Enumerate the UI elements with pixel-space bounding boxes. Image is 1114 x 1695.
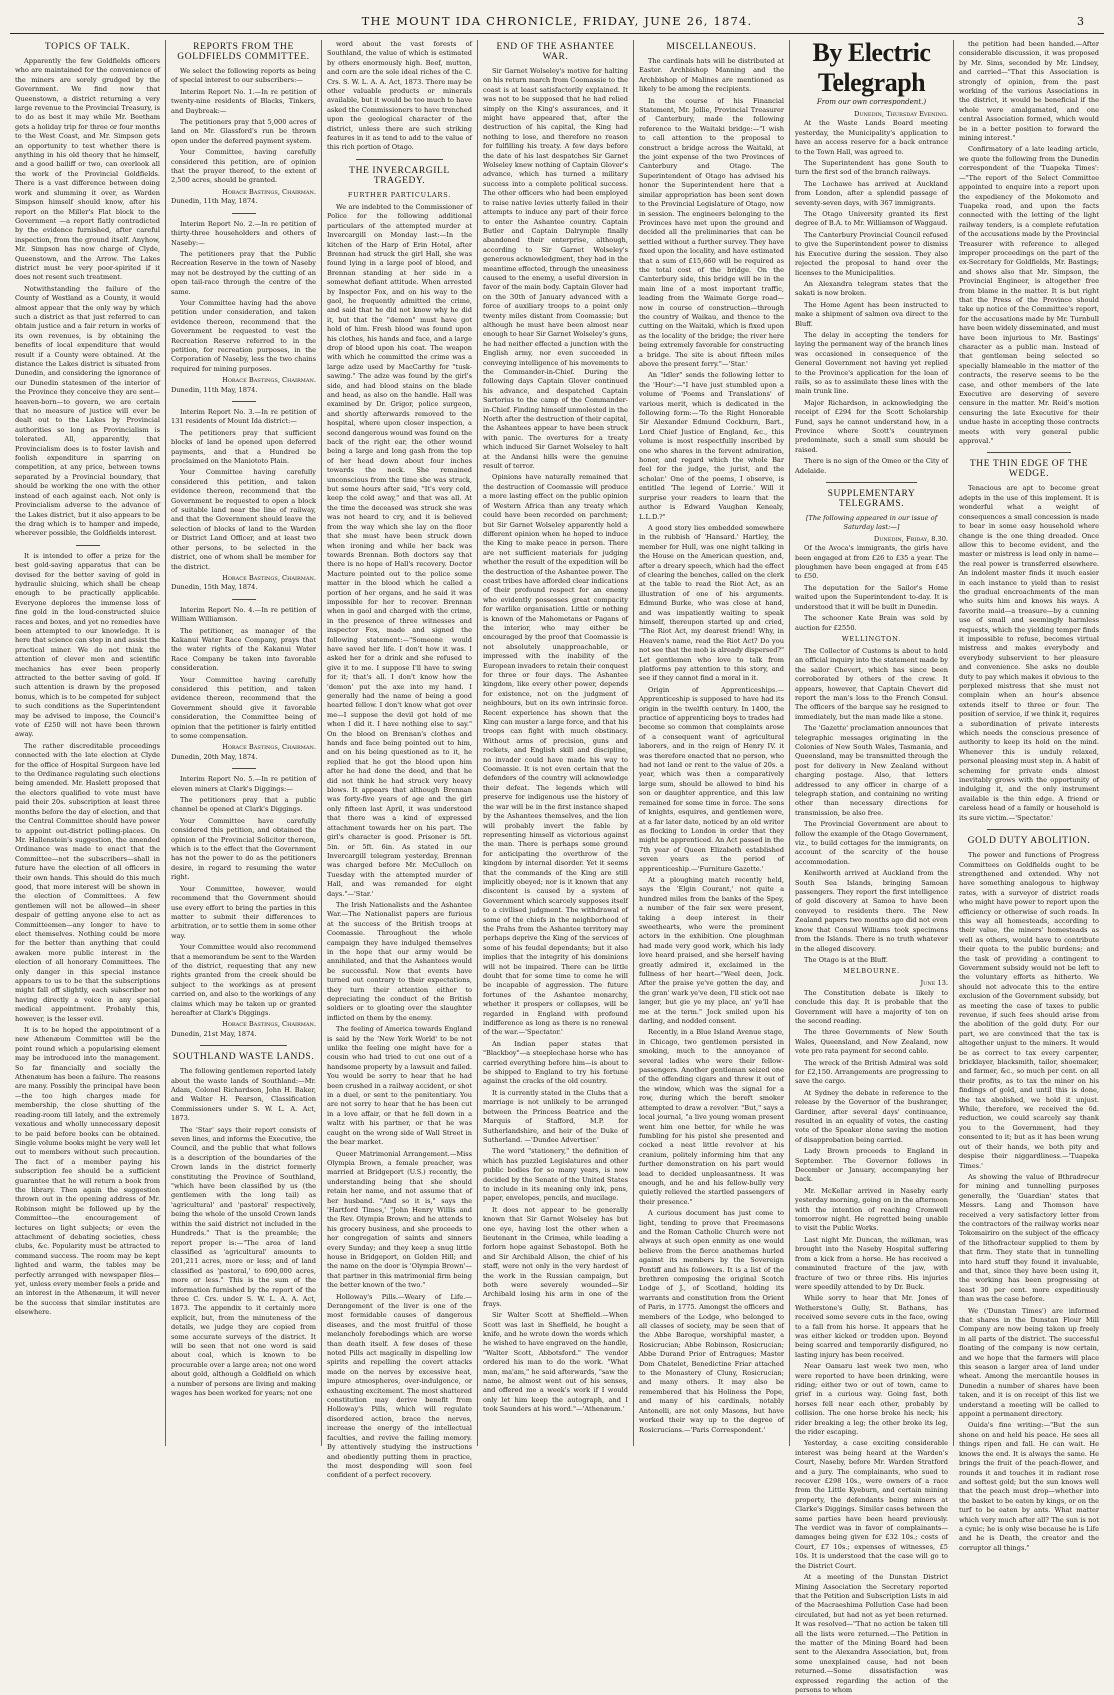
article-heading: THE INVERCARGILL TRAGEDY. (349, 165, 450, 186)
paragraph: It is to be hoped the appointment of a new Athenæum Committee will be the point round which a popularising element may be introduced into the management. So far financially and socially the Athenæum has been a failure. The reasons are many. Possibly the principal have been—the too high charges made for membership, the close shutting of the reading-room till lately, and the extremely vexatious and wholly unnecessary deposit to be paid before books can be obtained. Single volume books might be very well let out to members without such precaution. The fact of a member paying his subscription fee should be a sufficient guarantee that he will return a book from the library. Then again the suggestion thrown out in the opening address of Mr. Robinson might be followed up by the Committee—the encouragement of lectures on light subjects; or even the attachment of debating societies, chess clubs, &c. Popularity must be attracted to command success. The room may be kept lighted and warm, the tables may be perfectly arranged with newspaper files—yet, unless every member feels a pride and an interest in the Athenæum, it will never be the success that similar institutes are elsewhere. (15, 1026, 160, 1317)
paragraph: the petition had been handed.—After considerable discussion, it was proposed by Mr. Sims, seconded by Mr. Lindsey, and carried—"That this Association is strongly of opinion, from the past working of the various Associations in the district, it would be beneficial if the whole were amalgamated, and one central Association formed, which would be in a better position to forward the mining interest." (959, 40, 1099, 143)
paragraph: The rather discreditable proceedings connected with the late election at Clyde for the office of Hospital Surgeon have led to the Ordinance regulating such elections being amended. Mr. Haslett proposed that the electors qualified to vote must have paid their 20s. subscription at least three months before the day of election, and that the Central Committee should have power to appoint out-district polling-places. On Mr. Hallenstein's suggestion, the amended Ordinance was made to enact that the Committee—not the subscribers—shall in future have the election of all officers in their own hands. This should do this much good, that more interest will be shown in the election of Committees. A few gentlemen will not be allowed—in sheer despair of getting anyone else to act as Committeemen—any longer to have to elect themselves. Nothing could be more for the better than anything that could awaken more public interest in the election of all honorary Committees. The only danger in this special instance appears to us to be that the subscriptions might fall off slightly, each subscriber not having directly a voice in any special medical appointment. Probably this, however, is the lesser evil. (15, 741, 160, 1023)
paragraph: The Lochawe has arrived at Auckland from London, after a splendid passage of seventy-seven days, with 367 immigrants. (795, 179, 948, 207)
paragraph: Your Committee have carefully considered this petition, and obtained the opinion of the Provincial Solicitor thereon, which is to the effect that the Government has not the power to do as the petitioners desire, in regard to resuming the water right. (171, 816, 316, 882)
paragraph: Sir Garnet Wolseley's motive for halting on his return march from Coomassie to the coast is at least satisfactorily explained. It was not to be supposed that he had relied simply on the King's assurances, and it might have appeared that, after the destruction of his capital, the King had nothing to lose, and therefore no reason for fulfilling his treaty. A few days before the date of his last despatches Sir Garnet Wolseley knew nothing of Captain Glover's advance, which has turned a military success into a complete political success. The other officers who had been employed to raise native levies utterly failed in their attempts to induce any part of their force to enter the Ashantee country. Captain Butler and Captain Dalrymple finally abandoned their enterprise, although, according to Sir Garnet Wolseley's generous acknowledgment, they had in the meantime effected, through the uneasiness caused to the enemy, a useful diversion in favor of the main body. Captain Glover had on the 30th of January advanced with a force of auxiliary troops to a point only twenty miles distant from Coomassie; but although he must have been almost near enough to hear Sir Garnet Wolseley's guns, he had neither effected a junction with the English army, nor even succeeded in conveying intelligence of his movements to the Commander-in-Chief. During the following days Captain Glover continued his advance, and despatched Captain Sartorius to the camp of the Commander-in-Chief. Finding himself unmolested in the North after the destruction of their capital, the Ashantees appear to have been struck with panic. The overtures for a treaty which induced Sir Garnet Wolseley to halt at the Andansi hills were the genuine result of terror. (483, 67, 629, 471)
article-heading: TOPICS OF TALK. (44, 42, 131, 52)
paragraph: Origin of Apprenticeships.—Apprenticeship is supposed to have had its origin in the twelfth century. In 1400, the practice of apprenticing boys to trades had become so common that complaints arose of a consequent want of agricultural laborers, and in the reign of Henry IV. it was therefore enacted that no person, who had not land or rent to the value of 20s. a year, which was then a comparatively large sum, should be allowed to bind his son or daughter apprentice, and this law remained for some time in force. The sons of knights, esquires, and gentlemen were, at a far later date, noticed by an old writer as flocking to London in order that they might be apprenticed. An Act passed in the 7th year of Queen Elizabeth established seven years as the period of apprenticeship.—'Furniture Gazette.' (639, 685, 784, 873)
paragraph: Mr. McKellar arrived in Naseby early yesterday morning, going on in the afternoon with the intention of reaching Cromwell tomorrow night. He regretted being unable to visit the Public Works. (795, 1186, 948, 1233)
masthead (10, 14, 1104, 34)
issue-note: [The following appeared in our issue of Saturday last:—] (805, 514, 938, 532)
paragraph: The 'Gazette' proclamation announces that telegraphic messages originating in the Colonies of New South Wales, Tasmania, and Queensland, may be transmitted through the post for delivery in New Zealand without charging postage. Also, that letters addressed to any officer in charge of a telegraph station, and containing no writing other than necessary directions for transmission, be also free. (795, 724, 948, 817)
article-heading: THE THIN EDGE OF THE WEDGE. (969, 459, 1089, 480)
paragraph: Tenacious are apt to become great adepts in the use of this implement. It is wonderful what a weight of consequences a small concession is made to bear in some easy household where change is the one thing dreaded. Once allow this to become evident, and the master or mistress is lead only in name—the real power is transferred elsewhere. An indolent master finds it much easier in each instance to yield than to resist the gradual encroachments of the man who suits him and knows his ways. A favorite maid—a treasure—by a cunning use of small and seemingly harmless requests, which the yielding temper finds it impossible to refuse, becomes virtual mistress and makes everybody and everybody subservient to her pleasure and convenience. She asks no double duty to pay which makes it obvious to the perplexed mistress that she must not complain when an hour's absence extends itself to three or four. The position of service, if we think it, requires a subordination of private interests which needs the conscious presence of authority to keep its hold on the mind. Whenever this is unduly relaxed, personal pleasing must step in. A habit of scheming for private ends almost inevitably grows with the opportunity of indulging it, and the only instrument available is the thin edge. A friend or careless head of a family or household is its sure victim.—'Spectator.' (959, 484, 1099, 822)
paragraph: The Otago University granted its first degree of B.A. to Mr. Williamson of Waggaud. (795, 210, 948, 228)
column-1 (10, 40, 166, 1446)
column-7 (954, 40, 1104, 1552)
report-date: Dunedin, 20th May, 1874. (171, 752, 258, 761)
masthead-title: THE MOUNT IDA CHRONICLE, FRIDAY, JUNE 26, 1874. (361, 14, 753, 28)
paragraph: The Canterbury Provincial Council refused to give the Superintendent power to dismiss his Executive during the session. They also rejected the proposal to hand over the licenses to the Municipalities. (795, 230, 948, 277)
paragraph: Notwithstanding the failure of the County of Westland as a County, it would almost appear that the only way by which such a district as that just referred to can obtain justice and a fair return in works of its own revenues, is by obtaining the benefits of local expenditure that would result if a County were obtained. At the distance the Lakes district is situated from Dunedin, and considering the ignorance of our Dunedin statesmen of the interior of the Province they conceive they are sent—heaven-born—to govern, we are certain that no measure of justice will ever be dealt out to the Lakes by Provincial authorities so long as Provincialism is tolerated. All, apparently, that Provincialism does is to foster lavish and foolish expenditure in sparring on competition, at any price, between towns separated by a Provincial boundary, that should be working the one with the other instead of each against each. Not only is Provincialism adverse to the advance of the Lakes district, but it also appears to be the drag which is to hamper and impede, wherever possible, the Goldfields interest. (15, 284, 160, 538)
article-heading: MISCELLANEOUS. (666, 42, 757, 52)
paragraph: The Superintendent has gone South to turn the first sod of the branch railways. (795, 159, 948, 177)
paragraph: The 'Star' says their report consists of seven lines, and informs the Executive, the Council, and the public that what follows is a description of the boundaries of the Crown lands in the district formerly constituting the Province of Southland, "which have been classified by us (the gentlemen with the long tail) as 'agricultural' and 'pastoral' respectively, being the whole of the unsold Crown lands within the said district not included in the Hundreds." That is the preamble; the report proper is:—"The area of land classified as 'agricultural' amounts to 201,211 acres, more or less; and of land classified as 'pastoral,' to 690,000 acres, more or less." This is the sum of the information furnished by the report of the three C. Crs. under S. W. L. A. A. Act, 1873. The appendix to it certainly more explicit, but, from the minuteness of the details, we judge they are copied from some accurate surveys of the district. It will be seen that not one word is said about coal, which is known to be procurable over a large area; not one word about gold, although a Goldfield on which a number of persons are living and making wages has been worked for years; not one (171, 1125, 316, 1397)
paragraph: Interim Report No. 3.—In re petition of 131 residents of Mount Ida district:— (171, 408, 316, 426)
paragraph: It is currently stated in the Clubs that a marriage is not unlikely to be arranged between the Princess Beatrice and the Marquis of Stafford, M.P. for Sutherlandshire, and heir of the Duke of Sutherland. —'Dundee Advertiser.' (483, 1088, 628, 1144)
column-2 (166, 40, 322, 1446)
article-heading: GOLD DUTY ABOLITION. (967, 836, 1091, 847)
paragraph: We ('Dunstan Times') are informed that shares in the Dunstan Flour Mill Company are now being taken up freely in all parts of the district. The successful floating of the company is now certain, and we hope that the farmers will place this season a larger area of land under wheat. Among the mercantile houses in Dunedin a number of shares have been taken, and it is on receipt of this list we understand a meeting will be called to appoint a permanent directory. (959, 1306, 1099, 1419)
column-3 (322, 40, 478, 1480)
paragraph: The feeling of America towards England is said by the 'New York World' to be not unlike the feeling one might have for a cousin who had tried to cut one out of a handsome property by a lawsuit and failed. You would be sorry to hear that he had been crushed in a railway accident, or shot in a duel, or sent to the penitentiary. You are not sorry to hear that he has been cut in a love affair, or that he fell down in a waltz with his partner, or that he was caught on the wrong side of Wall Street in the bear market. (327, 1025, 472, 1147)
page-number: 3 (1077, 15, 1084, 28)
section-divider (232, 768, 256, 769)
paragraph: The Constitution debate is likely to conclude this day. It is probable that the Government will have a majority of ten on the second reading. (795, 988, 948, 1025)
signature: Horace Bastings, Chairman. (222, 187, 316, 196)
paragraph: The Collector of Customs is about to hold an official inquiry into the statement made by the sailor Chevert, which has since been corroborated by others of the crew. It appears, however, that Captain Chevert did report the man's loss to the French Consul. The officers of the barque say he resigned to immediately, but the man made like a stone. (795, 646, 948, 721)
paragraph: Recently, in a Blue Island Avenue stage, in Chicago, two gentlemen persisted in smoking, much to the annoyance of several ladies who were their fellow-passengers. Another gentleman seized one of the offending cigars and threw it out of the window, which was the signal for a row, during which the bereft smoker attempted to draw a revolver. "But," says a local journal, "a live young woman present went him one better, for while he was fumbling for his pistol she presented and cocked a neat little revolver at his cranium, politely informing him that any further demonstration on his part would lead to decided unpleasantness. It was enough, and he and his fellow-bully very quietly relieved the startled passengers of their presence." (639, 1028, 784, 1206)
paragraph: The Provincial Government are about to follow the example of the Otago Government, viz., to build cottages for the immigrants, on account of the scarcity of the house accommodation. (795, 820, 948, 866)
paragraph: Queer Matrimonial Arrangement.—Miss Olympia Brown, a female preacher, was married at Bridgeport (U.S.) recently, the understanding being that she should retain her name, and not assume that of her husband. "And so it is," says the 'Hartford Times,' "John Henry Willis and the Rev. Olympia Brown; and he attends to his grocery business, and she proceeds to her congregation of saints and sinners every Sunday; and they keep a snug little house in Bridgeport, on Golden Hill; and the name on the door is 'Olympia Brown'—that partner in this matrimonial firm being the better known of the two." (327, 1149, 472, 1290)
section-divider (76, 545, 100, 546)
paragraph: Yesterday, a case exciting considerable interest was being heard at the Warden's Court, Naseby, before Mr. Warden Stratford and a jury. The complainants, who sued to recover £298 10s., were owners of a race from the Little Kyeburn, and certain mining property, the defendants being miners at Clarke's Diggings. Similar cases between the same parties have been heard previously. The verdict was in favor of complainants—damages being given for £32 10s.; costs of Court, £7 10s.; expenses of witnesses, £5 10s. It is understood that the case will go to the District Court. (795, 1439, 948, 1570)
paragraph: The power and functions of Progress Committees on Goldfields ought to be strengthened and extended. Why not have something analogous to highway rates, with a surveyor of district roads who might have power to report upon the efficiency or otherwise of such roads. In this way all homesteads, according to their value, the miners' homesteads as well as others, would have to contribute their quota to the public burdens; and the task of providing a contingent to Government subsidy would not be left to the voluntary efforts as hitherto. We should not advocate this to the entire exclusion of the Government subsidy, but as meeting the case of taxes to public revenue, if such fees should arise from the abolition of the gold duty. For our part, we are convinced that the tax is altogether unjust to the miners. It would be as correct to tax every carpenter, bricklayer, blacksmith, tailor, shoemaker, and farmer, &c., so much per cent. on all their profits, as to tax the miner on his findings of gold, and until this is done, the tax abolished, we hold it unjust. While, therefore, we received the 6d. reduction, we could scarcely say thank you to the Government, had they consented to it; but as it has been wrung out of their hands, we both pity and despise their niggardliness.—'Tuapeka Times.' (959, 851, 1099, 1170)
paragraph: We select the following reports as being of special interest to our subscribers:— (171, 67, 316, 85)
section-divider (232, 599, 256, 600)
dateline: Dunedin, Friday, 8.30. (873, 534, 948, 543)
paragraph: The delay in accepting the tenders for laying the permanent way of the branch lines was occasioned in consequence of the General Government not having yet replied to the Province's application for the loan of rails, so as to assimilate these lines with the main trunk line. (795, 330, 948, 396)
paragraph: word about the vast forests of Southland, the value of which is estimated by others enormously high. Beef, mutton, and corn are the sole ideal riches of the C. Crs. S. W. L. A. A. Act, 1873. There may be other valuable products or minerals available, but it would be too much to have asked the Commissioners to have trenched upon the geological character of the district, unless there are such striking features in it as tend to add to the value of this rich portion of Otago. (327, 40, 472, 152)
article-heading: END OF THE ASHANTEE WAR. (496, 42, 615, 62)
paragraph: Your Committee having carefully considered this petition, and taken evidence thereon, recommend that the Government should give it favorable consideration, the Committee being of opinion that the petitioner is fairly entitled to some compensation. (171, 675, 316, 740)
report-date: Dunedin, 11th May, 1874. (171, 385, 258, 394)
section-divider (987, 452, 1071, 453)
city-subheading: MELBOURNE. (843, 967, 900, 976)
paragraph: There is no sign of the Omeo or the City of Adelaide. (795, 457, 948, 475)
telegraph-banner: By Electric Telegraph (812, 38, 931, 97)
paragraph: A good story lies embedded somewhere in the rubbish of 'Hansard.' Hartley, the member for Hull, was one night talking in the House on the American question, and, after a dreary speech, which had the effect of clearing the benches, called on the clerk at the table to read the Riot Act, as an illustration of one of his arguments. Edmund Burke, who was close at hand, and was impatiently waiting to speak himself, thereupon started up and cried, "The Riot Act, my dearest friend! Why, in Heaven's name, read the Riot Act? Do you not see that the mob is already dispersed?" Let gentlemen who love to talk from platforms pay attention to this story, and see if they cannot find a moral in it. (639, 523, 784, 683)
paragraph: The petitioners pray that a public channel be opened at Clark's Diggings. (171, 796, 316, 814)
paragraph: Apparently the few Goldfields officers who are maintained for the convenience of the miners are sorely grudged by the Government. We find now that Queenstown, a district returning a very large revenue to the Provincial Treasury, is to do as best it may while Mr. Beetham gets a holiday trip for three or four months to the West Coast, and Mr. Simpson gets an opportunity to test whether there is anything in his old theory that he himself, and a good bailiff or two, can overlook all the work of the Provincial Goldfields. There is a vast difference between doing work and slumming it over, as Warden Simpson himself should know, after his report on the Miller's Flat block to the Government —a report flatly contradicted by the evidence furnished, after careful inspection, from the ground itself. Anyhow, Mr. Simpson has now charge of Clyde, Queenstown, and the Arrow. The Lakes district must be very poor-spirited if it does not resent such treatment. (15, 57, 160, 282)
section-divider (200, 1045, 287, 1046)
paragraph: In the course of his Financial Statement, Mr. Jollie, Provincial Treasurer of Canterbury, made the following reference to the Waitaki bridge:—"I wish to call attention to the proposal to construct a bridge across the Waitaki, at the joint expense of the two Provinces of Canterbury and Otago. The Superintendent of Otago has advised his honor the Superintendent here that a similar appropriation has been sent down to the Provincial Legislature of Otago, now in session. The engineers belonging to the Provinces have met upon the ground and decided all the preliminaries that can be settled without a further survey. They have fixed upon the locality, and have estimated that a sum of £15,660 will be required as the total cost of the bridge. On the Canterbury side, this bridge will be in the main line of a most important traffic, leading from the Waimate Gorge road—now in course of construction—through the country of Waikau, and thence to the cutting on the Waitaki, which is fixed upon as the locality of the bridge; the river here being extremely favorable for constructing a bridge. The site is about fifteen miles above the present ferry."—'Star.' (639, 96, 784, 368)
dateline: Dunedin, Thursday Evening. (854, 110, 948, 118)
paragraph: Interim Report No. 1.—In re petition of twenty-nine residents of Blacks, Tinkers, and Daybreak:— (171, 87, 316, 115)
paragraph: At Sydney the debate in reference to the release by the Governor of the bushranger, Gardiner, after several days' continuance, resulted in an equality of votes, the casting vote of the Speaker alone saving the motion of disapprobation being carried. (795, 1088, 948, 1144)
column-6 (790, 38, 954, 1694)
paragraph: The Home Agent has been instructed to make a shipment of salmon ova direct to the Bluff. (795, 300, 948, 328)
paragraph: Holloway's Pills.—Weary of Life.—Derangement of the liver is one of the most formidable causes of dangerous diseases, and the most fruitful of those melancholy forebodings which are worse than death itself. A few doses of these noted Pills act magically in dispelling low spirits and repelling the covert attacks made on the nerves by excessive heat, impure atmospheres, over-indulgence, or exhausting excitement. The most shattered constitution may derive benefit from Holloway's Pills, which will regulate disordered action, brace the nerves, increase the energy of the intellectual faculties, and revive the failing memory. By attentively studying the instructions and obediently putting them in practice, the most desponding will soon feel confident of a perfect recovery. (327, 1292, 473, 1480)
paragraph: Confirmatory of a late leading article, we quote the following from the Dunedin correspondent of the 'Tuapeka Times':—"The report of the Select Committee appointed to enquire into a report upon the expediency of the Mokomoto and Tuapeka road, and upon the facts connected with the letting of the light railway tenders, is a complete refutation of the accusations made by the Provincial Treasurer with reference to alleged improper proceedings on the part of the ex-Secretary for Goldfields, Mr. Bastings; and shows also that Mr. Simpson, the Provincial Engineer, is altogether free from blame in the matter. It is but right that the Press of the Province should take up notice of the Committee's report, for the accusations made by Mr. Turnbull have been widely disseminated, and must have been injurious to Mr. Bastings' character as a public man. Instead of that gentleman being selected so specially blameable in the matter of the contracts, the reserve seems to be the case, and other members of the late Executive are deserving of severe censure in the matter. Mr. Reid's motion censuring the late Executive for their undue haste in accepting those contracts meets with very general public approval." (959, 145, 1099, 446)
paragraph: Kenilworth arrived at Auckland from the South Sea Islands, bringing Samoan passengers. They report the first intelligence of gold discovery at Samoa to have been conveyed to residents there. The New Zealand papers two months ago did not even know that Consul Williams took specimens from the Islands. There is no truth whatever in the alleged discovery. (795, 869, 948, 953)
paragraph: The petitioners pray that the Public Recreation Reserve in the town of Naseby may not be destroyed by the cutting of an open tail-race through the centre of the same. (171, 249, 316, 296)
paragraph: The Irish Nationalists and the Ashantee War.—The Nationalist papers are furious at the success of the British troops at Coomassie. Throughout the whole campaign they have indulged themselves in the hope that our army would be annihilated, and that the Ashantees would be successful. Now that events have turned out contrary to their expectations, they turn their attention either to depreciating the conduct of the British soldiers or to gloating over the slaughter inflicted on them by the enemy. (327, 900, 472, 1022)
paragraph: The petitioners pray that sufficient blocks of land be opened upon deferred payments, and that a Hundred be proclaimed on the Maniototo Plain. (171, 428, 316, 466)
paragraph: The petitioners pray that 5,000 acres of land on Mr. Glassford's run be thrown open under the deferred payment system. (171, 118, 316, 145)
paragraph: As showing the value of Bthradrecur for mining and tunnelling purposes generally, the 'Guardian' states that Messrs. Lang and Thomson have received a very satisfactory letter from the contractors of the railway works near Tokomairiro on the subject of the efficacy of the lithofracteur supplied to them by that firm. They state that in tunnelling into hard stuff they found it invaluable, and that, since they have been using it, the working has been progressing at least 30 per cent. more expeditiously than was the case before. (959, 1172, 1099, 1304)
paragraph: Your Committee, however, would recommend that the Government should use every effort to bring the parties in this matter to submit their differences to arbitration, or to settle them in some other way. (171, 884, 316, 940)
signature: Horace Bastings, Chairman. (222, 573, 316, 582)
paragraph: The deputation for the Sailor's Home waited upon the Superintendent to-day. It is understood that it will be built in Dunedin. (795, 583, 948, 611)
paragraph: The Otago is at the Bluff. (804, 955, 888, 964)
signature: Horace Bastings, Chairman. (222, 1020, 316, 1029)
paragraph: At the Waste Lands Board meeting yesterday, the Municipality's application to have an access reserve for a back entrance to the Town Hall, was agreed to. (795, 119, 948, 156)
correspondent-note: From our own correspondent.) (816, 98, 927, 106)
article-heading: SUPPLEMENTARY TELEGRAMS. (827, 489, 916, 510)
dateline: June 13. (920, 979, 948, 988)
paragraph: Interim Report No. 4.—In re petition of William Williamson. (171, 605, 316, 624)
paragraph: The schooner Kate Brain was sold by auction for £2550. (795, 614, 948, 632)
paragraph: We are indebted to the Commissioner of Police for the following additional particulars of the attempted murder at Invercargill on Monday last:—In the kitchen of the Harp of Erin Hotel, after Brennan had struck the girl Hall, she was found lying in a large pool of blood, and Brennan standing at her side in a somewhat defiant attitude. When arrested by Inspector Fox, and on his way to the gaol, he frequently admitted the crime, and said that he did not know why he did it, but that the "demon" must have got hold of him. Fresh blood was found upon his clothes, his hands and face, and a large drop of blood upon his coat. The weapon with which he committed the crime was a large adze used by MacCarthy for "tusk-sawing." The adze was found by the girl's side, and had blood stains on the blade and head, as also on the handle. Hall was examined by Dr. Grigor, police surgeon, and shortly afterwards removed to the hospital, where upon closer inspection, a second dangerous wound was found on the back of the right ear, the other wound being a large and long gash from the top of her head down about four inches towards the neck. She remained unconscious from the time she was struck, but some hours after said, "It's very cold, keep the cold away," and that was all. At the time the deceased was struck she was was not heard to cry, and it is believed from the way which she lay on the floor that she must have been struck down when ironing and while her back was towards Brennan. Both doctors say that there is no hope of Hall's recovery. Doctor Macture pointed out to the police some matter in the blood which he called a portion of her organs, and he said it was impossible for her to recover. Brennan when in gaol and charged with the crime, in the presence of three witnesses and inspector Fox, made and signed the following statement:—"Someone would have saved her life. I don't how it was. I asked her for a drink and she refused to give it to me. I suppose I'll have to swing for it; that's all. I don't know how the 'demon' put the axe into my hand. I generally had the name of being a good hearted fellow. I don't know what got over me—I suppose the devil got hold of me when I did it. I have nothing else to say." On the blood on Brennan's clothes and hands and face being pointed out to him, and on his being questioned as to it, he replied that he got the blood upon him after he had done the deed, and that he did not think he had struck very heavy blows. It appears that although Brennan was forty-five years of age and the girl only fifteen last April, it was understood that there was a kind of expressed attachment towards her on his part. The girl's character is good. Prisoner is 5ft. 5in. or 5ft. 6in. As stated in our Invercargill telegram yesterday, Brennan was charged before Mr. McCulloch on Tuesday with the attempted murder of Hall, and was remanded for eight days."—'Star.' (327, 202, 472, 898)
paragraph: Interim Report No. 5.—In re petition of eleven miners at Clark's Diggings:— (171, 775, 316, 793)
paragraph: Last night Mr. Duncan, the milkman, was brought into the Naseby Hospital suffering from a kick from a horse. He has received a comminuted fracture of the jaw, with fracture of two or three ribs. His injuries were speedily attended to by Dr. Buck. (795, 1235, 948, 1291)
paragraph: The three Governments of New South Wales, Queensland, and New Zealand, now vote pro rata payment for second cable. (795, 1028, 948, 1056)
article-heading: SOUTHLAND WASTE LANDS. (172, 1052, 315, 1063)
signature: Horace Bastings, Chairman. (222, 743, 316, 752)
article-heading: REPORTS FROM THE GOLDFIELDS COMMITTEE. (177, 42, 310, 62)
city-subheading: WELLINGTON. (841, 634, 902, 643)
paragraph: An Indian paper states that "Blackboy"—a steeplechase horse who has carried everything before him—is about to be shipped to England to try his fortune against the cracks of the old country. (483, 1039, 628, 1086)
paragraph: Lady Brown proceeds to England in September. The Governor follows in December or January, accompanying her back. (795, 1147, 948, 1184)
section-divider (232, 401, 256, 402)
paragraph: The word "stationery," the definition of which has puzzled Legislatures and other public bodies for so many years, is now decided by the Senate of the United States to include in its meaning only ink, pens, paper, envelopes, pencils, and mucilage. (483, 1147, 628, 1203)
columns (10, 38, 1104, 1694)
report-date: Dunedin, 21st May, 1874. (171, 1029, 257, 1038)
report-date: Dunedin, 11th May, 1874. (171, 197, 258, 206)
paragraph: Your Committee having had the above petition under consideration, and taken evidence thereon, recommend that the Government be requested to vest the Recreation Reserve referred to in the petition, for recreation purposes, in the Corporation of Naseby, less the two chains required for mining purposes. (171, 298, 316, 373)
paragraph: At a meeting of the Dunstan District Mining Association the Secretary reported that the Petition and Subscription Lists in aid of the Macraeshima Pollution Case had been circulated, but had not as yet been returned. It was resolved—"That no action be taken till all the lists were returned.—The Petition in the matter of the Mining Board had been sent to the Alexandra Association, but, from some unexplained cause, had not been returned.—Some dissatisfaction was expressed regarding the action of the persons to whom (795, 1573, 948, 1694)
paragraph: At a ploughing match recently held, says the 'Elgin Courant,' not quite a hundred miles from the banks of the Spey, a number of the fair sex were present, taking a deep interest in their sweethearts, who were the prominent actors in the exhibition. One ploughman had made very good work, which his lady love heard praised, and she herself having greatly admired it, exclaimed in the fullness of her heart—"Weel deen, Jock. After the praise ye've gotten the day, and the gran' wark ye've deen, I'll stick oot nae langer, but gie ye my place, an' ye'll hae me at the term." Jock smiled upon his darling, and nodded consent. (639, 875, 784, 1026)
section-divider (356, 159, 443, 160)
paragraph: The petitioner, as manager of the Kakanui Water Race Company, prays that the water rights of the Kakanui Water Race Company be taken into favorable consideration. (171, 626, 316, 673)
paragraph: Interim Report No. 2.—In re petition of thirty-three householders and others of Naseby:— (171, 219, 316, 247)
signature: Horace Bastings, Chairman. (222, 376, 316, 385)
paragraph: The wreck of the British Admiral was sold for £2,150. Arrangements are progressing to save the cargo. (795, 1058, 948, 1086)
paragraph: Of the Avoca's immigrants, the girls have been engaged at from £26 to £35 a year. The ploughmen have been engaged at from £45 to £50. (795, 544, 948, 581)
column-4 (478, 40, 634, 1446)
column-5 (634, 40, 790, 1446)
paragraph: Sir Walter Scott at Sheffield.—When Scott was last in Sheffield, he bought a knife, and he wrote down the words which he wished to have engraved on the handle, "Walter Scott, Abbotsford." The vendor ordered his man to do the work. "What man, ma'am," he said afterwards, "saw the name, he almost went out of his senses, and offered me a week's work if I would only let him keep the autograph, and I took Saunders at his word."—'Athenæum.' (483, 1311, 628, 1414)
paragraph: The following gentlemen reported lately about the waste lands of Southland:—Mr. Adam, Colonel Richardson, John H. Baker, and Walter H. Pearson, Classification Commissioners under S. W. L. A. Act, 1873. (171, 1067, 316, 1123)
section-divider (232, 213, 256, 214)
paragraph: Ouida's fine writing:—"But the sun shone on and held his peace. He sees all things ripen and fall. He can wait. He knows the end. It is always the same. He brings the fruit of the peach-flower, and rounds it and touches it in radiant rose and softest gold; but the sun knows well that the peach must drop—whether into the basket to be eaten by kings, or on the turf to be eaten by ants. What matter which very much after all? The sun is not a cynic; he is only wise because he is Life and he is Death, the creator and the corruptor all things." (959, 1421, 1099, 1552)
paragraph: It is intended to offer a prize for the best gold-saving apparatus that can be devised for the better saving of gold in hydraulic sluicing, which shall be cheap enough to be practically applicable. Everyone deplores the immense loss of fine gold in the loud-constructed sluice races and boxes, and yet no remedies have been attempted to our knowledge. It is here that science can step in and assist the practical miner. We do not think the attention of clever men and scientific mechanics has ever been properly attracted to the better saving of gold. If such attention is drawn by the proposed bonus, which is to be competed for subject to such conditions as the Superintendent may be advised to impose, the Council's vote of £250 will not have been thrown away. (15, 551, 160, 739)
report-date: Dunedin, 15th May, 1874. (171, 583, 258, 592)
paragraph: The cardinals hats will be distributed at Easter. Archbishop Manning and the Archbishop of Malines are mentioned as likely to be among the recipients. (639, 57, 784, 94)
paragraph: Major Richardson, in acknowledging the receipt of £294 for the Scott Scholarship Fund, says he cannot understand how, in a Province where Scott's countrymen predominate, such a small sum should be raised. (795, 398, 948, 454)
section-divider (987, 829, 1071, 830)
paragraph: Near Oamaru last week two men, who were reported to have been drinking, were riding; either two or out of town, came to grief in a curious way. Going fast, both horses fell near each other, probably by collision. The one horse broke his neck; his rider breaking a leg; the other broke its leg, the rider escaping. (795, 1362, 948, 1436)
paragraph: Opinions have naturally remained that the destruction of Coomassie will produce a more lasting effect on the public opinion of Western Africa than any treaty which could have been recorded on parchment; but Sir Garnet Wolseley apparently held a different opinion when he hoped to induce the King to make peace in person. There are not sufficient materials for judging whether the result of the expedition will be the destruction of the Ashantee power. The coast tribes have afforded clear indications of their profound respect for an enemy who evidently possesses great compacity for warlike organisation. Little or nothing is known of the Mahometans or Pagans of the interior, who may either be encouraged by the proof that Coomassie is not absolutely unapproachable, or impressed with the inability of the European invaders to retain their conquest for three or four days. The Ashantee kingdom, like every other power, depends for existence, not on the judgment of neighbours, but on its own intrinsic force. Recent experience has shown that the King can muster a large force, and that his troops can fight with much obstinacy. Without arms of precision, guns and rockets, and English skill and discipline, no invader could have made his way to Coomassie. It is not even certain that the defenders of the country will acknowledge their defeat. The legends which will preserve for indigenous use the history of the war will be in the first instance shaped by the Ashantees themselves, and the lion will probably invert the fable by representing himself as victorious against the man. There is perhaps some ground for anticipating the overthrow of the kingdom by internal disorder. Yet it seems that the commands of the King are still implicitly obeyed; nor is it known that any discontent is caused by a system of Government which scarcely supposes itself to a civilised judgment. The withdrawal of some of the chiefs in the neighborhood of the Prahs from the Ashantee territory may perhaps deprive the King of the services of some of his feudal dependants; but it also implies that the integrity of his dominions will not be impaired. There can be little doubt that for some time to come he will be incapable of aggression. The future fortunes of the Ashantee monarchy, whether it prospers or collapses, will be regarded in England with profound indifference as long as there is no renewal of the war.—'Spectator.' (483, 473, 629, 1037)
article-subheading: FURTHER PARTICULARS. (347, 190, 452, 199)
section-divider (826, 482, 918, 483)
paragraph: A curious document has just come to light, tending to prove that Freemasons and the Roman Catholic Church were not always at such open enmity as one would believe from the fierce anathemas hurled against its members by the Sovereign Pontiff and his followers. It is a list of the brethren composing the original Scotch Lodge of J., of Scotland, holding its warrants and constitution from the Orient of Paris, in 1775. Amongst the officers and members of the Lodge, who belonged to all classes of society, may be seen that of the Abbe Baroque, worshipful master, a Rosicrucian; Abbe Robinson, Rosicrucian; Abbe Durand Prior of Entragues; Master Dom Chatelet, Benedictine Friar attached to the Monastery of Cluny, Rosicrucian; and many others. It may also be remembered that his Holiness the Pope, and many of his cardinals, notably Antonelli, are not only Masons, but have worked their way up to the degree of Rosicrucians.—'Paris Correspondent.' (639, 1209, 784, 1434)
paragraph: An Alexandra telegram states that the sakati is now broken. (795, 279, 948, 298)
paragraph: Your Committee having carefully considered this petition, and taken evidence thereon, recommend that the Government be requested to open a block of suitable land near the line of railway, and that the Government should leave the selection of blocks of land to the Warden or District Land Officer, and at least two other persons, to be selected in the district, one of whom shall be member for the district. (171, 468, 316, 571)
paragraph: Your Committee would also recommend that a memorandum be sent to the Warden of the district, requesting that any new rights granted from the creek should be subject to the workings as at present carried on, and also to the workings of any claims which may be taken up or granted hereafter at Clark's Diggings. (171, 943, 316, 1017)
paragraph: Your Committee, having carefully considered this petition, are of opinion that the prayer thereof, to the extent of 2,500 acres, should be granted. (171, 148, 316, 185)
paragraph: It does not appear to be generally known that Sir Garnet Wolseley has but one eye, having lost the other when a lieutenant in the Crimea, while leading a forlorn hope against Sebastopol. Both he and Sir Archibald Alison, the chief of his staff, were not only in the very hardest of the work in the Russian campaign, but both were severely wounded—Sir Archibald losing his arm in one of the frays. (483, 1205, 628, 1308)
paragraph: An "Idler" sends the following letter to the 'Hour':—"I have just stumbled upon a volume of 'Poems and Translations' of various merit, which is dedicated in the following form:—'To the Right Honorable Sir Alexander Edmund Cockburn, Bart., Lord Chief Justice of England, &c., this volume is most respectfully inscribed by one who shares in the fervent admiration, honor, and regard which the whole Bar feel for the judge, the jurist, and the scholar.' One of the poems, I observe, is entitled 'The legend of Lorrie.' Will it surprise your readers to learn that the author is Edward Vaughan Kenealy, L.L.D.?" (639, 371, 784, 521)
paragraph: While sorry to hear that Mr. Jones of Wetherstone's Gully, St. Bathans, has received some severe cuts in the face, owing to a fall from his horse. It appears that he was either kicked or trodden upon. Beyond being scarred and temporarily disfigured, no lasting injury has been received. (795, 1294, 948, 1359)
